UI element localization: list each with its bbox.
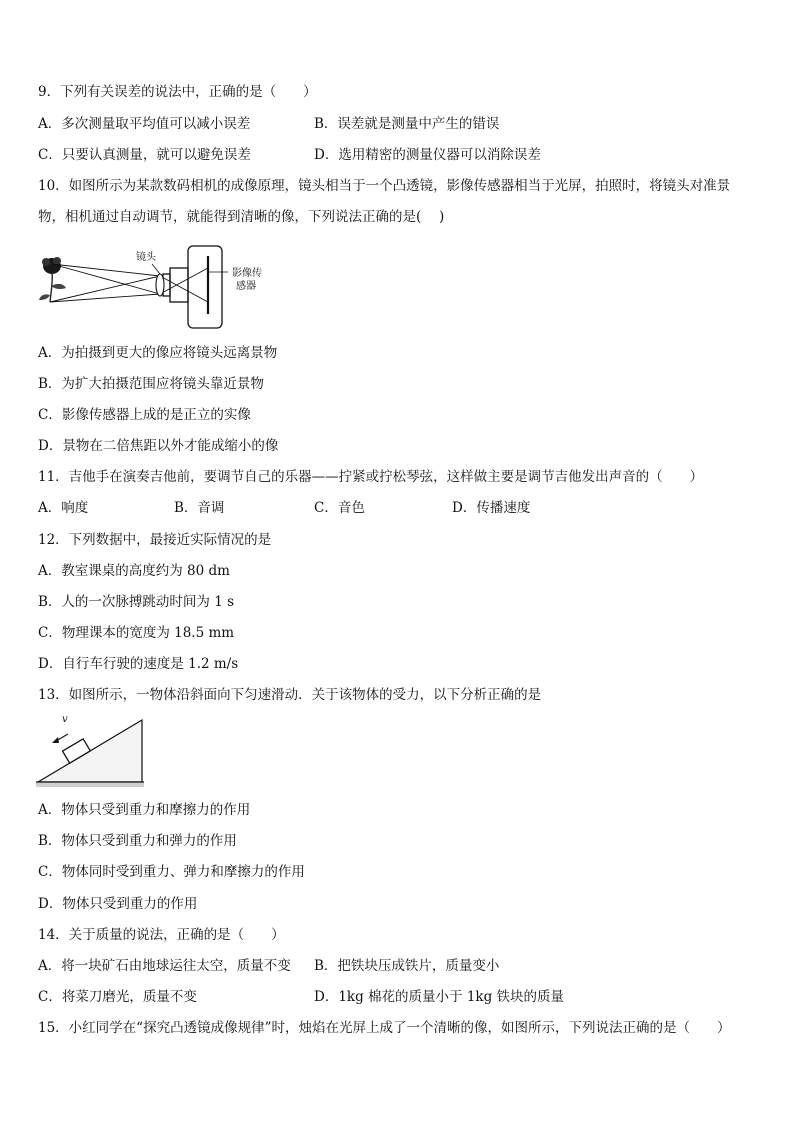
q11-option-a: A．响度	[38, 500, 89, 516]
q14-stem: 14．关于质量的说法，正确的是（ ）	[38, 927, 285, 943]
q11-option-d: D．传播速度	[452, 500, 531, 516]
q11-options-row	[38, 499, 758, 517]
q9-option-b: B．误差就是测量中产生的错误	[314, 116, 500, 132]
sensor-label-line2: 感器	[236, 281, 256, 292]
sensor-label-line1: 影像传	[232, 268, 262, 279]
q14-option-a: A．将一块矿石由地球运往太空，质量不变	[38, 958, 291, 974]
q14-option-b: B．把铁块压成铁片，质量变小	[314, 958, 500, 974]
q11-option-c: C．音色	[314, 500, 365, 516]
velocity-label: v	[62, 714, 68, 725]
q14-option-d: D．1kg 棉花的质量小于 1kg 铁块的质量	[314, 989, 565, 1005]
q14-options-row1	[38, 957, 500, 975]
q9-stem: 9．下列有关误差的说法中，正确的是（ ）	[38, 84, 317, 100]
q12-option-b: B．人的一次脉搏跳动时间为 1 s	[38, 594, 235, 610]
incline-figure	[36, 712, 146, 788]
q9-options-row2	[38, 146, 541, 164]
q14-options-row2	[38, 988, 565, 1006]
q10-option-a: A．为拍摄到更大的像应将镜头远离景物	[38, 345, 278, 361]
q14-option-c: C．将菜刀磨光，质量不变	[38, 989, 197, 1005]
lens-icon	[156, 274, 164, 296]
q10-option-c: C．影像传感器上成的是正立的实像	[38, 407, 251, 423]
q11-option-b: B．音调	[174, 500, 225, 516]
q12-option-d: D．自行车行驶的速度是 1.2 m/s	[38, 656, 239, 672]
ground	[36, 782, 144, 787]
q12-option-c: C．物理课本的宽度为 18.5 mm	[38, 625, 235, 641]
q9-option-d: D．选用精密的测量仪器可以消除误差	[314, 147, 541, 163]
q9-options-row1	[38, 115, 500, 133]
q13-stem: 13．如图所示，一物体沿斜面向下匀速滑动．关于该物体的受力，以下分析正确的是	[38, 687, 542, 703]
q10-option-d: D．景物在二倍焦距以外才能成缩小的像	[38, 438, 279, 454]
q13-option-c: C．物体同时受到重力、弹力和摩擦力的作用	[38, 864, 305, 880]
q10-option-b: B．为扩大拍摄范围应将镜头靠近景物	[38, 376, 264, 392]
q13-option-b: B．物体只受到重力和弹力的作用	[38, 833, 237, 849]
lens-label: 镜头	[136, 252, 156, 263]
q12-option-a: A．教室课桌的高度约为 80 dm	[38, 563, 230, 579]
camera-body	[152, 246, 228, 328]
q11-stem: 11．吉他手在演奏吉他前，要调节自己的乐器——拧紧或拧松琴弦，这样做主要是调节吉他发出声音的（ ）	[38, 469, 704, 485]
q12-stem: 12．下列数据中，最接近实际情况的是	[38, 532, 272, 548]
q10-stem-line2: 物，相机通过自动调节，就能得到清晰的像，下列说法正确的是( )	[38, 209, 445, 225]
q13-option-d: D．物体只受到重力的作用	[38, 896, 198, 912]
q13-option-a: A．物体只受到重力和摩擦力的作用	[38, 802, 251, 818]
camera-imaging-figure	[36, 242, 276, 332]
q10-stem-line1: 10．如图所示为某款数码相机的成像原理，镜头相当于一个凸透镜，影像传感器相当于光屏，拍照时，将镜头对准景	[38, 178, 731, 194]
q15-stem: 15．小红同学在“探究凸透镜成像规律”时，烛焰在光屏上成了一个清晰的像，如图所示，下列说法正确的是（ ）	[38, 1020, 731, 1036]
q9-option-c: C．只要认真测量，就可以避免误差	[38, 147, 251, 163]
q9-option-a: A．多次测量取平均值可以减小误差	[38, 116, 251, 132]
